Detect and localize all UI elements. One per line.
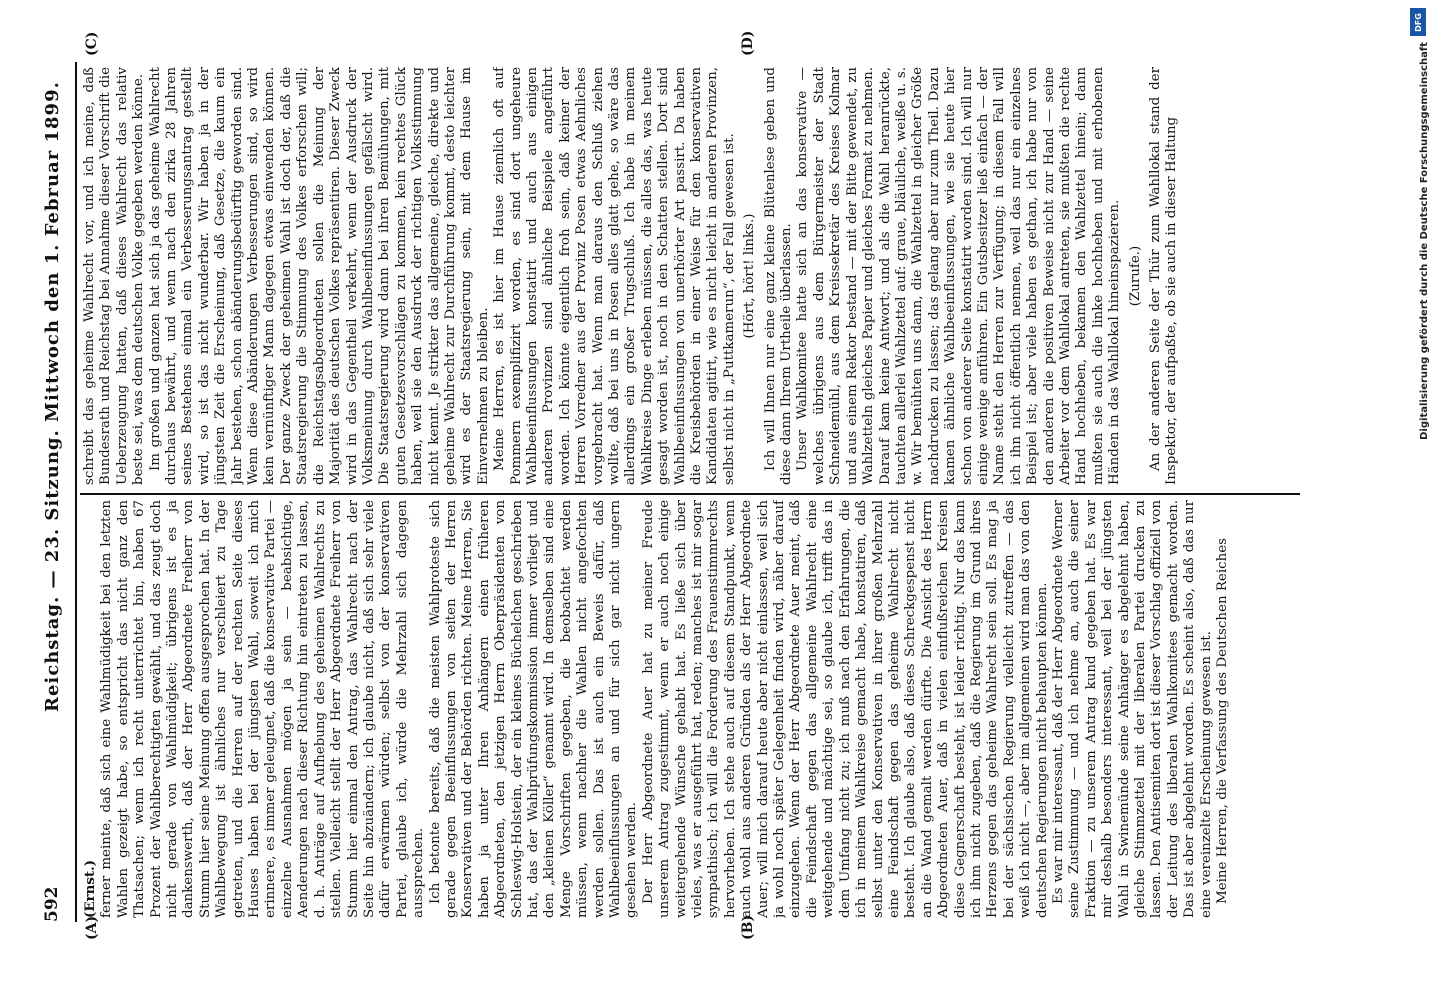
speaker-label: (Ernst.) (82, 859, 98, 918)
interjection: (Hört, hört! links.) (742, 213, 758, 339)
right-column (82, 67, 1282, 485)
paragraph: Es war mir interessant, daß der Herr Abgeordnete Werner seine Zustimmung — und ich nehme an, auch die seiner Fraktion — zu unserem Antrag kund gegeben hat. Es war mir deshalb besonders interessant, weil bei der jüngsten Wahl in Swinemünde seine Anhänger es abgelehnt haben, gleiche Stimmzettel mit der liberalen Partei drucken zu lassen. Den Antisemiten dort ist dieser Vorschlag offiziell von der Leitung des liberalen Wahlkomitees gemacht worden. Das ist aber abgelehnt worden. Es scheint also, daß das nur eine vereinzelte Erscheinung gewesen ist. (1050, 500, 1214, 918)
paragraph: ferner meinte, daß sich eine Wahlmüdigkeit bei den letzten Wahlen gezeigt habe, so entspricht das nicht ganz den Thatsachen; wenn ich recht unterrichtet bin, haben 67 Prozent der Wahlberechtigten gewählt, und das zeugt doch nicht gerade von Wahlmüdigkeit; übrigens ist es ja dankenswerth, daß der Herr Abgeordnete Freiherr von Stumm hier seine Meinung offen ausgesprochen hat. In der Wahlbewegung ist ähnliches nur verschleiert zu Tage getreten, und die Herren auf der rechten Seite dieses Hauses haben bei der jüngsten Wahl, soweit ich mich erinnere, es immer geleugnet, daß die konservative Partei — einzelne Ausnahmen mögen ja sein — beabsichtige, Aenderungen nach dieser Richtung hin eintreten zu lassen, d. h. Anträge auf Aufhebung des geheimen Wahlrechts zu stellen. Vielleicht stellt der Herr Abgeordnete Freiherr von Stumm hier einmal den Antrag, das Wahlrecht nach der Seite hin abzuändern; ich glaube nicht, daß sich sehr viele dafür erwärmen würden; selbst von der konservativen Partei, glaube ich, würde die Mehrzahl sich dagegen aussprechen. (99, 500, 427, 918)
interjection: (Zurufe.) (1127, 245, 1143, 307)
paragraph: Im großen und ganzen hat sich ja das geheime Wahlrecht durchaus bewährt, und wenn nach den zirka 28 Jahren seines Bestehens einmal ein Verbesserungsantrag gestellt wird, so ist das nicht wunderbar. Wir haben ja in der jüngsten Zeit die Erscheinung, daß Gesetze, die kaum ein Jahr bestehen, schon abänderungsbedürftig geworden sind. Wenn diese Abänderungen Verbesserungen sind, so wird kein vernünftiger Mann dagegen etwas einwenden können. Der ganze Zweck der geheimen Wahl ist doch der, daß die Staatsregierung die Stimmung des Volkes erforschen will; die Reichstagsabgeordneten sollen die Meinung der Majorität des deutschen Volkes repräsentiren. Dieser Zweck wird in das Gegentheil verkehrt, wenn der Ausdruck der Volksmeinung durch Wahlbeeinflussungen gefälscht wird. Die Staatsregierung wird dann bei ihren Bemühungen, mit guten Gesetzesvorschlägen zu kommen, kein rechtes Glück haben, weil sie den Ausdruck der richtigen Volksstimmung nicht kennt. Je strikter das allgemeine, gleiche, direkte und geheime Wahlrecht zur Durchführung kommt, desto leichter wird es der Staatsregierung sein, mit dem Hause im Einvernehmen zu bleiben. (147, 67, 491, 485)
margin-mark-a: (A) (84, 915, 100, 940)
paragraph: Ich will Ihnen nur eine ganz kleine Blütenlese geben und diese dann Ihrem Urtheile überlassen. (762, 67, 795, 485)
running-title: Reichstag. — 23. Sitzung. Mittwoch den 1. Februar 1899. (42, 81, 63, 712)
paragraph: Der Herr Abgeordnete Auer hat zu meiner Freude unserem Antrag zugestimmt, wenn er auch noch einige weitergehende Wünsche gehabt hat. Es ließe sich über vieles, was er ausgeführt hat, reden; manches ist mir sogar sympathisch; ich will die Forderung des Frauenstimmrechts hervorheben. Ich stehe auch auf diesem Standpunkt, wenn auch wohl aus anderen Gründen als der Herr Abgeordnete Auer; will mich darauf heute aber nicht einlassen, weil sich ja wohl noch später Gelegenheit finden wird, näher darauf einzugehen. Wenn der Herr Abgeordnete Auer meint, daß die Feindschaft gegen das allgemeine Wahlrecht eine weitgehende und mächtige sei, so glaube ich, trifft das in dem Umfang nicht zu; ich muß nach den Erfahrungen, die ich in meinem Wahlkreise gemacht habe, konstatiren, daß selbst unter den Konservativen in ihrer großen Mehrzahl eine Feindschaft gegen das geheime Wahlrecht nicht besteht. Ich glaube also, daß dieses Schreckgespenst nicht an die Wand gemalt werden dürfte. Die Ansicht des Herrn Abgeordneten Auer, daß in vielen einflußreichen Kreisen diese Gegnerschaft besteht, ist leider richtig. Nur das kann ich ihm nicht zugeben, daß die Regierung im Grund ihres Herzens gegen das geheime Wahlrecht sein soll. Es mag ja bei der sächsischen Regierung vielleicht zutreffen — das weiß ich nicht —, aber im allgemeinen wird man das von den deutschen Regierungen nicht behaupten können. (640, 500, 1050, 918)
margin-mark-c: (C) (84, 31, 100, 56)
dfg-logo: DFG (1410, 8, 1426, 36)
paragraph: An der anderen Seite der Thür zum Wahllokal stand der Inspektor, der aufpaßte, ob sie auch in dieser Haltung (1148, 67, 1180, 485)
page-number: 592 (42, 886, 62, 922)
margin-mark-d: (D) (740, 30, 756, 56)
paragraph: Meine Herren, die Verfassung des Deutschen Reiches (1215, 537, 1231, 904)
paragraph: Unser Wahlkomitee hatte sich an das konservative — welches übrigens aus dem Bürgermeister der Stadt Schneidemühl, aus dem Kreissekretär des Kreises Kolmar und aus einem Rektor bestand — mit der Bitte gewendet, zu Wahlzetteln gleiches Papier und gleiches Format zu nehmen. Darauf kam keine Antwort; und als die Wahl heranrückte, tauchten allerlei Wahlzettel auf: graue, bläuliche, weiße u. s. w. Wir bemühten uns dann, die Wahlzettel in gleicher Größe nachdrucken zu lassen; das gelang aber nur zum Theil. Dazu kamen ähnliche Wahlbeeinflussungen, wie sie heute hier schon von anderer Seite konstatirt worden sind. Ich will nur einige wenige anführen. Ein Gutsbesitzer ließ einfach — der Name steht den Herren zur Verfügung; in diesem Fall will ich ihn nicht öffentlich nennen, weil das nur ein einzelnes Beispiel ist; aber viele haben es gethan, ich habe nur von den anderen die positiven Beweise nicht zur Hand — seine Arbeiter vor dem Wahllokal antreten, sie mußten die rechte Hand hochheben, bekamen den Wahlzettel hinein; dann mußten sie auch die linke hochheben und mit erhobenen Händen in das Wahllokal hineinspazieren. (795, 67, 1123, 485)
paragraph: Ich betonte bereits, daß die meisten Wahlproteste sich gerade gegen Beeinflussungen von seiten der Herren Konservativen und der Behörden richten. Meine Herren, Sie haben ja unter Ihren Anhängern einen früheren Abgeordneten, den jetzigen Herrn Oberpräsidenten von Schleswig-Holstein, der ein kleines Büchelchen geschrieben hat, das der Wahlprüfungskommission immer vorliegt und den „kleinen Köller“ genannt wird. In demselben sind eine Menge Vorschriften gegeben, die beobachtet werden müssen, wenn nachher die Wahlen nicht angefochten werden sollen. Das ist auch ein Beweis dafür, daß Wahlbeeinflussungen an und für sich gar nicht ungern gesehen werden. (427, 500, 640, 918)
column-divider (80, 493, 1300, 495)
page-header (40, 62, 74, 922)
paragraph: schreibt das geheime Wahlrecht vor, und ich meine, daß Bundesrath und Reichstag bei Annahme dieser Vorschrift die Ueberzeugung hatten, daß dieses Wahlrecht das relativ beste sei, was dem deutschen Volke gegeben werden könne. (82, 67, 147, 485)
header-rule (75, 62, 77, 922)
left-column (82, 500, 1282, 918)
margin-mark-b: (B) (740, 914, 756, 940)
paragraph: Meine Herren, es ist hier im Hause ziemlich oft auf Pommern exemplifizirt worden, es sind dort ungeheure Wahlbeeinflussungen konstatirt und auch aus einigen anderen Provinzen sind ähnliche Beispiele angeführt worden. Ich könnte eigentlich froh sein, daß keiner der Herren Vorredner aus der Provinz Posen etwas Aehnliches vorgebracht hat. Wenn man daraus den Schluß ziehen wollte, daß bei uns in Posen alles glatt gehe, so wäre das allerdings ein großer Trugschluß. Ich habe in meinem Wahlkreise Dinge erleben müssen, die alles das, was heute gesagt worden ist, noch in den Schatten stellen. Dort sind Wahlbeeinflussungen von unerhörter Art passirt. Da haben die Kreisbehörden in einer Weise für den konservativen Kandidaten agitirt, wie es nicht leicht in anderen Provinzen, selbst nicht in „Puttkamerun“, der Fall gewesen ist. (492, 67, 737, 485)
digitization-credit: Digitalisierung gefördert durch die Deutsche Forschungsgemeinschaft (1419, 42, 1430, 440)
